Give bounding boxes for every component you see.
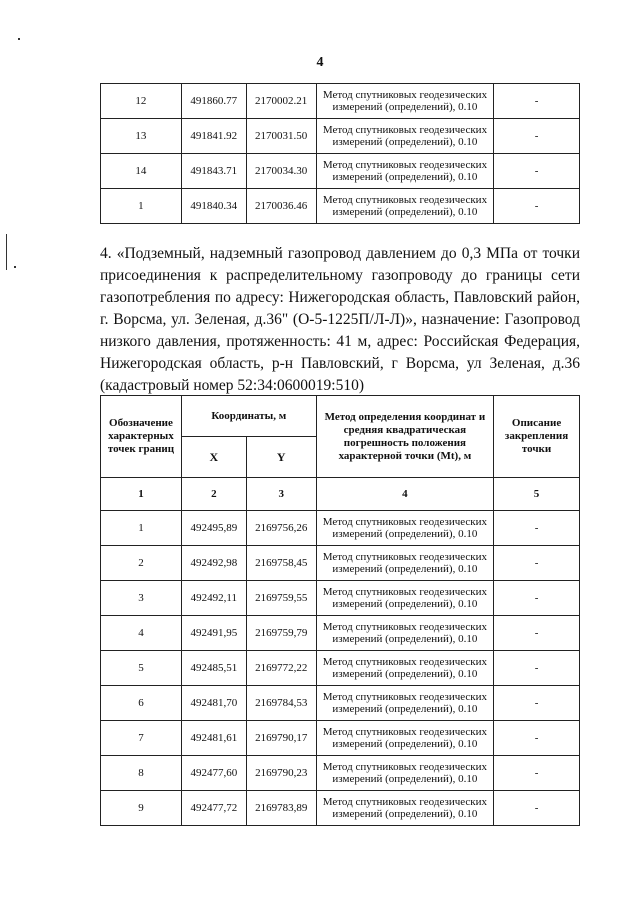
y-cell: 2169790,17 xyxy=(246,721,316,756)
coordinates-table-continued xyxy=(100,83,580,224)
y-cell: 2169759,55 xyxy=(246,581,316,616)
method-cell: Метод спутниковых геодезических измерений (определений), 0.10 xyxy=(316,686,493,721)
point-cell: 1 xyxy=(101,189,182,224)
point-cell: 2 xyxy=(101,546,182,581)
method-cell: Метод спутниковых геодезических измерений (определений), 0.10 xyxy=(316,119,494,154)
point-cell: 12 xyxy=(101,84,182,119)
y-cell: 2170031.50 xyxy=(246,119,316,154)
method-cell: Метод спутниковых геодезических измерений (определений), 0.10 xyxy=(316,511,493,546)
table-row xyxy=(101,154,580,189)
object-description-paragraph: 4. «Подземный, надземный газопровод давлением до 0,3 МПа от точки присоединения к распределительному газопроводу до границы сети газопотребления по адресу: Нижегородская область, Павловский район, г. Ворсма, ул. Зеленая, д.36" (О-5-1225П/Л-Л)», назначение: Газопровод низкого давления, протяженность: 41 м, адрес: Российская Федерация, Нижегородская область, р-н Павловский, г Ворсма, ул Зеленая, д.36 (кадастровый номер 52:34:0600019:510) xyxy=(100,245,580,394)
method-cell: Метод спутниковых геодезических измерений (определений), 0.10 xyxy=(316,546,493,581)
x-cell: 492492,11 xyxy=(181,581,246,616)
table-row xyxy=(101,511,580,546)
table-body xyxy=(101,478,580,826)
x-cell: 492477,60 xyxy=(181,756,246,791)
description-cell: - xyxy=(494,616,580,651)
point-cell: 13 xyxy=(101,119,182,154)
column-number: 1 xyxy=(101,478,182,511)
description-cell: - xyxy=(494,154,580,189)
point-cell: 14 xyxy=(101,154,182,189)
x-cell: 492481,61 xyxy=(181,721,246,756)
point-cell: 9 xyxy=(101,791,182,826)
description-cell: - xyxy=(494,84,580,119)
x-cell: 491841.92 xyxy=(181,119,246,154)
column-numbers-row xyxy=(101,478,580,511)
point-cell: 5 xyxy=(101,651,182,686)
x-cell: 491843.71 xyxy=(181,154,246,189)
coordinates-table xyxy=(100,395,580,826)
page-number: 4 xyxy=(316,55,324,70)
x-cell: 492481,70 xyxy=(181,686,246,721)
description-cell: - xyxy=(494,546,580,581)
x-cell: 492495,89 xyxy=(181,511,246,546)
x-cell: 492491,95 xyxy=(181,616,246,651)
y-cell: 2169772,22 xyxy=(246,651,316,686)
method-cell: Метод спутниковых геодезических измерений (определений), 0.10 xyxy=(316,791,493,826)
table-row xyxy=(101,756,580,791)
description-cell: - xyxy=(494,686,580,721)
column-number: 3 xyxy=(246,478,316,511)
margin-mark xyxy=(14,266,16,268)
y-cell: 2170002.21 xyxy=(246,84,316,119)
table-row xyxy=(101,581,580,616)
point-cell: 1 xyxy=(101,511,182,546)
y-cell: 2170036.46 xyxy=(246,189,316,224)
table-row xyxy=(101,651,580,686)
header-coords: Координаты, м xyxy=(181,396,316,437)
description-cell: - xyxy=(494,756,580,791)
description-cell: - xyxy=(494,791,580,826)
description-cell: - xyxy=(494,651,580,686)
header-y: Y xyxy=(246,437,316,478)
method-cell: Метод спутниковых геодезических измерений (определений), 0.10 xyxy=(316,756,493,791)
table-row xyxy=(101,546,580,581)
column-number: 5 xyxy=(494,478,580,511)
method-cell: Метод спутниковых геодезических измерений (определений), 0.10 xyxy=(316,84,494,119)
header-description: Описание закрепления точки xyxy=(494,396,580,478)
description-cell: - xyxy=(494,511,580,546)
point-cell: 8 xyxy=(101,756,182,791)
margin-mark xyxy=(6,234,7,270)
method-cell: Метод спутниковых геодезических измерений (определений), 0.10 xyxy=(316,721,493,756)
table-row xyxy=(101,119,580,154)
description-cell: - xyxy=(494,721,580,756)
table-row xyxy=(101,84,580,119)
table-row xyxy=(101,686,580,721)
margin-mark xyxy=(18,38,20,40)
point-cell: 4 xyxy=(101,616,182,651)
x-cell: 492492,98 xyxy=(181,546,246,581)
header-x: X xyxy=(181,437,246,478)
point-cell: 7 xyxy=(101,721,182,756)
table-body xyxy=(101,84,580,224)
y-cell: 2169758,45 xyxy=(246,546,316,581)
x-cell: 491840.34 xyxy=(181,189,246,224)
x-cell: 492485,51 xyxy=(181,651,246,686)
description-cell: - xyxy=(494,581,580,616)
column-number: 4 xyxy=(316,478,493,511)
header-method: Метод определения координат и средняя квадратическая погрешность положения характерной точки (Mt), м xyxy=(316,396,493,478)
method-cell: Метод спутниковых геодезических измерений (определений), 0.10 xyxy=(316,154,494,189)
method-cell: Метод спутниковых геодезических измерений (определений), 0.10 xyxy=(316,616,493,651)
description-cell: - xyxy=(494,119,580,154)
description-cell: - xyxy=(494,189,580,224)
point-cell: 3 xyxy=(101,581,182,616)
table-row xyxy=(101,721,580,756)
method-cell: Метод спутниковых геодезических измерений (определений), 0.10 xyxy=(316,189,494,224)
method-cell: Метод спутниковых геодезических измерений (определений), 0.10 xyxy=(316,651,493,686)
point-cell: 6 xyxy=(101,686,182,721)
y-cell: 2169756,26 xyxy=(246,511,316,546)
y-cell: 2169790,23 xyxy=(246,756,316,791)
y-cell: 2169783,89 xyxy=(246,791,316,826)
table-row xyxy=(101,189,580,224)
y-cell: 2170034.30 xyxy=(246,154,316,189)
y-cell: 2169784,53 xyxy=(246,686,316,721)
x-cell: 491860.77 xyxy=(181,84,246,119)
header-point: Обозначение характерных точек границ xyxy=(101,396,182,478)
x-cell: 492477,72 xyxy=(181,791,246,826)
column-number: 2 xyxy=(181,478,246,511)
table-row xyxy=(101,791,580,826)
method-cell: Метод спутниковых геодезических измерений (определений), 0.10 xyxy=(316,581,493,616)
y-cell: 2169759,79 xyxy=(246,616,316,651)
table-row xyxy=(101,616,580,651)
